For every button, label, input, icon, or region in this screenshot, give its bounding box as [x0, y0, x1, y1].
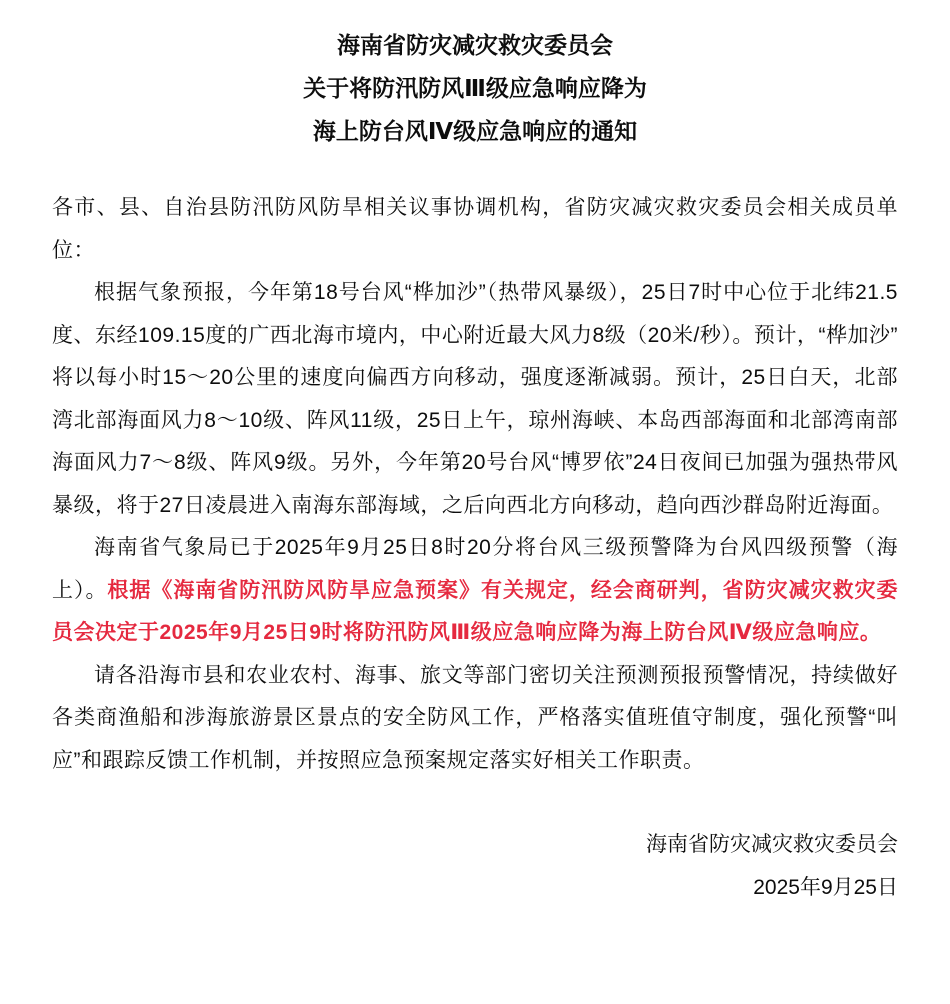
salutation: 各市、县、自治县防汛防风防旱相关议事协调机构，省防灾减灾救灾委员会相关成员单位：: [52, 196, 898, 262]
paragraph: [52, 655, 898, 783]
paragraph: [52, 527, 898, 655]
signature-date: 2025年9月25日: [753, 875, 898, 899]
emphasis-text: 根据《海南省防汛防风防旱应急预案》有关规定，经会商研判，省防灾减灾救灾委员会决定于2025年9月25日9时将防汛防风Ⅲ级应急响应降为海上防台风Ⅳ级应急响应。: [52, 578, 898, 644]
document-title: [52, 24, 898, 153]
title-line-2: 关于将防汛防风Ⅲ级应急响应降为: [303, 75, 647, 101]
body-text: 请各沿海市县和农业农村、海事、旅文等部门密切关注预测预报预警情况，持续做好各类商渔船和涉海旅游景区景点的安全防风工作，严格落实值班值守制度，强化预警“叫应”和跟踪反馈工作机制，并按照应急预案规定落实好相关工作职责。: [52, 663, 898, 772]
title-line-1: 海南省防灾减灾救灾委员会: [337, 32, 613, 58]
title-line-3: 海上防台风Ⅳ级应急响应的通知: [312, 118, 638, 144]
signature-name: 海南省防灾减灾救灾委员会: [646, 833, 898, 856]
signature-block: [52, 824, 898, 909]
body-text: 海南省气象局已于2025年9月25日8时20分将台风三级预警降为台风四级预警（海上）。: [52, 536, 898, 602]
document-body: [52, 187, 898, 782]
paragraph: [52, 272, 898, 527]
body-text: 根据气象预报，今年第18号台风“桦加沙”（热带风暴级），25日7时中心位于北纬21.5度、东经109.15度的广西北海市境内，中心附近最大风力8级（20米/秒）。预计，“桦加沙”将以每小时15～20公里的速度向偏西方向移动，强度逐渐减弱。预计，25日白天，北部湾北部海面风力8～10级、阵风11级，25日上午，琼州海峡、本岛西部海面和北部湾南部海面风力7～8级、阵风9级。另外，今年第20号台风“博罗依”24日夜间已加强为强热带风暴级，将于27日凌晨进入南海东部海域，之后向西北方向移动，趋向西沙群岛附近海面。: [52, 281, 898, 517]
